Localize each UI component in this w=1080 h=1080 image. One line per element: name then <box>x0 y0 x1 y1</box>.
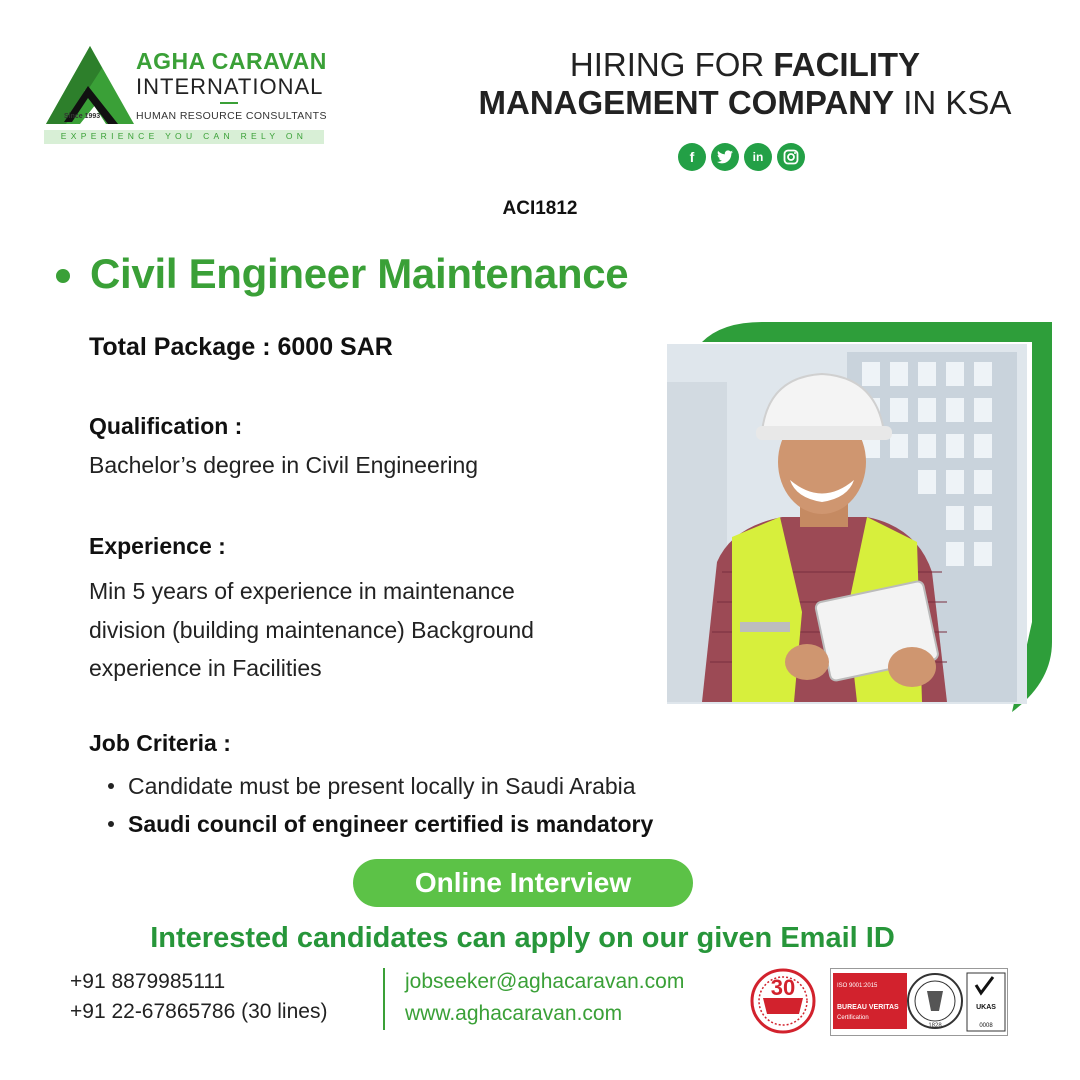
hiring-pre: HIRING FOR <box>569 46 774 83</box>
criteria-text: Candidate must be present locally in Saudi Arabia <box>128 772 636 799</box>
logo-since: Since 1993 <box>64 113 101 120</box>
engineer-illustration <box>662 322 1052 712</box>
experience-line: Min 5 years of experience in maintenance <box>89 578 515 604</box>
title-bullet <box>56 269 70 283</box>
bullet-icon <box>108 783 114 789</box>
experience-label: Experience : <box>89 533 226 559</box>
certification-badges <box>830 968 1008 1036</box>
ukas-number-text: 0008 <box>979 1023 993 1029</box>
phone-number-2[interactable]: +91 22-67865786 (30 lines) <box>70 1000 328 1023</box>
criteria-label: Job Criteria : <box>89 730 231 756</box>
30-years-badge <box>745 968 821 1034</box>
bv-cert-text: Certification <box>837 1015 869 1021</box>
bv-name-text: BUREAU VERITAS <box>837 1004 899 1011</box>
iso-text: ISO 9001:2015 <box>837 983 878 989</box>
bv-year-text: 1828 <box>928 1023 942 1029</box>
apply-instruction: Interested candidates can apply on our given Email ID <box>150 922 895 954</box>
logo-subtitle: HUMAN RESOURCE CONSULTANTS <box>136 110 327 122</box>
criteria-list <box>108 767 653 843</box>
experience-line: experience in Facilities <box>89 655 322 681</box>
website-link[interactable]: www.aghacaravan.com <box>405 1002 623 1025</box>
ukas-text: UKAS <box>976 1004 996 1011</box>
logo-tagline: EXPERIENCE YOU CAN RELY ON <box>60 131 308 141</box>
list-item <box>108 767 653 805</box>
linkedin-icon[interactable]: in <box>744 143 772 171</box>
facebook-icon[interactable]: f <box>678 143 706 171</box>
qualification-value: Bachelor’s degree in Civil Engineering <box>89 452 479 478</box>
experience-value <box>89 572 534 688</box>
criteria-text: Saudi council of engineer certified is mandatory <box>128 810 654 837</box>
instagram-icon[interactable] <box>777 143 805 171</box>
badge-years-text: 30 <box>770 975 796 1000</box>
job-title: Civil Engineer Maintenance <box>90 250 629 297</box>
phone-number-1[interactable]: +91 8879985111 <box>70 970 226 993</box>
twitter-bird-icon <box>717 150 733 164</box>
email-link[interactable]: jobseeker@aghacaravan.com <box>405 970 685 993</box>
logo-name-line1: AGHA CARAVAN <box>136 48 327 74</box>
social-icons <box>678 143 808 171</box>
bullet-icon <box>108 821 114 827</box>
company-logo <box>44 44 329 146</box>
engineer-photo <box>662 322 1052 712</box>
total-package: Total Package : 6000 SAR <box>89 333 393 361</box>
experience-line: division (building maintenance) Background <box>89 616 534 643</box>
qualification-label: Qualification : <box>89 413 243 439</box>
online-interview-button[interactable]: Online Interview <box>353 859 693 907</box>
list-item <box>108 805 653 843</box>
hiring-bold: FACILITY <box>773 46 921 83</box>
anniversary-badge-icon <box>745 968 821 1034</box>
job-reference: ACI1812 <box>502 198 578 219</box>
logo-divider <box>220 102 238 104</box>
hiring-headline <box>440 46 1050 122</box>
instagram-glyph-icon <box>783 149 799 165</box>
footer-divider <box>383 968 385 1030</box>
twitter-icon[interactable] <box>711 143 739 171</box>
bureau-veritas-icon <box>831 969 1007 1035</box>
hiring-line2-bold: MANAGEMENT COMPANY <box>478 84 895 121</box>
logo-name-line2: INTERNATIONAL <box>136 74 324 99</box>
hiring-line2-post: IN KSA <box>894 84 1012 121</box>
